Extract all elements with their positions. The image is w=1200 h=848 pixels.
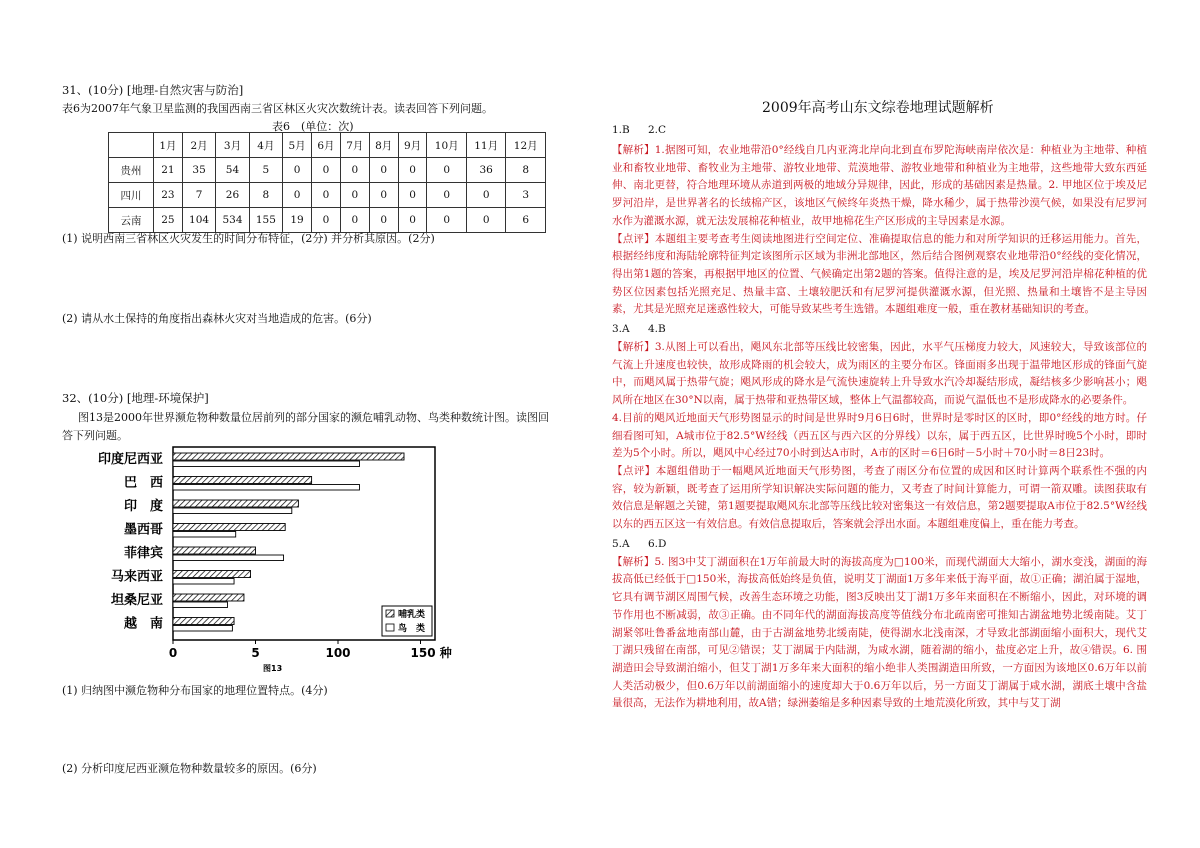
month-header: 9月 bbox=[398, 133, 427, 158]
analysis-q1-2: 【解析】1.据图可知，农业地带沿0°经线自几内亚湾北岸向北到直布罗陀海峡南岸依次是：种植业为主地带、种植业和畜牧业地带、畜牧业为主地带、游牧业地带、荒漠地带、游牧业地带和种植业为主地带，这些地带大致东西延伸、南北更替，符合地理环境从赤道到两极的地域分异规律，因此，形成的基础因素是热量。2. 甲地区位于埃及尼罗河沿岸，是世界著名的长绒棉产区，该地区气候终年炎热干燥，降水稀少，属于热带沙漠气候，如果没有尼罗河水作为灌溉水源，就无法发展棉花种植业，故甲地棉花生产区形成的主导因素是水源。 bbox=[612, 144, 1147, 227]
row-name: 贵州 bbox=[109, 158, 154, 183]
mammal-bar bbox=[173, 524, 285, 531]
analysis-q4: 4.目前的飓风近地面天气形势图显示的时间是世界时9月6日6时，世界时是零时区的区时，即0°经线的地方时。仔细看图可知，A城市位于82.5°W经线（西五区与西六区的分界线）以东，属于西五区，比世界时晚5个小时，即时差为5个小时。所以，飓风中心经过70小时到达A市时，A市的区时＝6日6时－5小时＋70小时＝8日23时。 bbox=[612, 411, 1147, 460]
endangered-species-chart bbox=[70, 445, 490, 675]
bird-bar bbox=[173, 485, 359, 491]
analysis-q3: 【解析】3.从图上可以看出，飓风东北部等压线比较密集，因此，水平气压梯度力较大，风速较大，导致该部位的气流上升速度也较快，故形成降雨的机会较大，成为雨区的主要分布区。锋面雨多出现于温带地区形成的锋面气旋中，而飓风属于热带气旋；飓风形成的降水是气流快速旋转上升导致水汽冷却凝结形成，凝结核多少影响甚小；飓风所在地区在30°N以南，属于热带和亚热带区域，整体上气温都较高，而说气温低也不是形成降水的必要条件。 bbox=[612, 341, 1147, 407]
month-header: 10月 bbox=[427, 133, 466, 158]
table-row: 云南 25 104 534 155 19 0 0 0 0 0 0 6 bbox=[109, 208, 546, 233]
mammal-bar bbox=[173, 453, 404, 460]
answer-5-6: 5.A 6.D bbox=[612, 537, 667, 550]
q32-header: 32、(10分) [地理-环境保护] bbox=[62, 391, 209, 405]
month-header: 5月 bbox=[283, 133, 312, 158]
month-header: 11月 bbox=[466, 133, 505, 158]
legend-swatch-bird bbox=[386, 624, 394, 631]
month-header: 3月 bbox=[216, 133, 249, 158]
legend-label-mammal: 哺乳类 bbox=[398, 610, 426, 620]
analysis-q5-6: 【解析】5. 图3中艾丁湖面积在1万年前最大时的海拔高度为□100米，而现代湖面大大缩小，湖水变浅，湖面的海拔高低已经低于□150米，海拔高低始终是负值，说明艾丁湖面1万多年来低于海平面，故①正确；湖泊属于湿地，它具有调节湖区周围气候，改善生态环境之功能，图3反映出艾丁湖1万多年来面积在不断缩小，因此，对环境的调节作用也不断减弱，故③正确。由不同年代的湖面海拔高度等值线分布北疏南密可推知古湖盆地势北缓南陡。艾丁湖紧邻吐鲁番盆地南部山麓，由于古湖盆地势北缓南陡，使得湖水北浅南深，才导致北部湖面缩小面积大，现代艾丁湖只残留在南部，可见②错误；艾丁湖属于内陆湖，为咸水湖，随着湖的缩小，盐度必定上升，故④错误。6. 围湖造田会导致湖泊缩小，但艾丁湖1万多年来大面积的缩小绝非人类围湖造田所致，一方面因为该地区0.6万年以前人类活动极少，但0.6万年以前湖面缩小的速度却大于0.6万年以后，另一方面艾丁湖属于咸水湖，湖底土壤中含盐量很高，无法作为耕地利用，故A错；绿洲萎缩是多种因素导致的土地荒漠化所致，其中与艾丁湖 bbox=[612, 555, 1147, 710]
table-header-row bbox=[109, 133, 546, 158]
table-row: 四川 23 7 26 8 0 0 0 0 0 0 0 3 bbox=[109, 183, 546, 208]
x-tick-label: 150 种 bbox=[410, 646, 452, 660]
row-name: 云南 bbox=[109, 208, 154, 233]
category-label: 印度尼西亚 bbox=[97, 452, 163, 467]
figure-caption: 图13 bbox=[263, 664, 283, 673]
x-tick-label: 0 bbox=[168, 646, 178, 660]
mammal-bar bbox=[173, 618, 234, 625]
x-tick-label: 100 bbox=[325, 646, 351, 660]
category-label: 菲律宾 bbox=[123, 546, 163, 561]
category-label: 越 南 bbox=[123, 616, 163, 632]
legend-swatch-mammal bbox=[386, 610, 394, 617]
category-label: 墨西哥 bbox=[123, 522, 163, 538]
q32-intro: 图13是2000年世界濒危物种数量位居前列的部分国家的濒危哺乳动物、鸟类种数统计图。读图回 bbox=[78, 411, 549, 424]
table6-caption: 表6 (单位：次) bbox=[272, 120, 354, 133]
month-header: 8月 bbox=[369, 133, 398, 158]
bird-bar bbox=[173, 461, 359, 467]
answer-3-4: 3.A 4.B bbox=[612, 323, 666, 336]
month-header: 2月 bbox=[182, 133, 215, 158]
bird-bar bbox=[173, 626, 232, 632]
answer-1-2: 1.B 2.C bbox=[612, 124, 667, 136]
category-label: 马来西亚 bbox=[110, 569, 163, 585]
month-header: 4月 bbox=[249, 133, 282, 158]
category-label: 巴 西 bbox=[123, 475, 163, 491]
table-row: 贵州 21 35 54 5 0 0 0 0 0 0 36 8 bbox=[109, 158, 546, 183]
mammal-bar bbox=[173, 571, 251, 578]
month-header: 7月 bbox=[340, 133, 369, 158]
comment-q1-2: 【点评】本题组主要考查考生阅读地图进行空间定位、准确提取信息的能力和对所学知识的迁移运用能力。首先，根据经纬度和海陆轮廓特征判定该图所示区域为非洲北部地区，然后结合图例观察农业地带沿0°经线的变化情况，得出第1题的答案，再根据甲地区的位置、气候确定出第2题的答案。值得注意的是，埃及尼罗河沿岸棉花种植的优势区位因素包括光照充足、热量丰富、土壤较肥沃和有尼罗河提供灌溉水源，但光照、热量和土壤皆不是主导因素，尤其是光照充足迷惑性较大，可能导致某些考生选错。本题组难度一般，重在教材基础知识的考查。 bbox=[612, 232, 1147, 316]
page-title: 2009年高考山东文综卷地理试题解析 bbox=[762, 100, 994, 116]
bird-bar bbox=[173, 602, 227, 608]
row-name: 四川 bbox=[109, 183, 154, 208]
month-header: 1月 bbox=[154, 133, 183, 158]
q32-intro-cont: 答下列问题。 bbox=[62, 429, 128, 442]
x-tick-label: 5 bbox=[251, 646, 260, 660]
bird-bar bbox=[173, 555, 284, 561]
bird-bar bbox=[173, 508, 292, 514]
comment-q3-4: 【点评】本题组借助于一幅飓风近地面天气形势图，考查了雨区分布位置的成因和区时计算两个联系性不强的内容，较为新颖，既考查了运用所学知识解决实际问题的能力，又考查了时间计算能力，可谓一箭双雕。读图获取有效信息是解题之关键，第1题要提取飓风东北部等压线比较对密集这一有效信息，第2题要提取A市位于82.5°W经线以东的西五区这一有效信息。有效信息提取后，答案就会浮出水面。本题组难度偏上，重在能力考查。 bbox=[612, 464, 1147, 531]
q31-sub2: (2) 请从水土保持的角度指出森林火灾对当地造成的危害。(6分) bbox=[62, 312, 372, 325]
mammal-bar bbox=[173, 547, 256, 554]
q32-sub1: (1) 归纳图中濒危物种分布国家的地理位置特点。(4分) bbox=[62, 684, 328, 697]
analysis-column bbox=[612, 142, 1147, 710]
q31-header: 31、(10分) [地理-自然灾害与防治] bbox=[62, 83, 244, 97]
mammal-bar bbox=[173, 594, 244, 601]
bird-bar bbox=[173, 532, 236, 538]
month-header: 6月 bbox=[311, 133, 340, 158]
q31-intro: 表6为2007年气象卫星监测的我国西南三省区林区火灾次数统计表。读表回答下列问题。 bbox=[62, 102, 493, 115]
month-header: 12月 bbox=[506, 133, 546, 158]
fire-table bbox=[108, 132, 546, 233]
category-label: 印 度 bbox=[123, 499, 163, 514]
mammal-bar bbox=[173, 500, 298, 507]
mammal-bar bbox=[173, 477, 312, 484]
q31-sub1: (1) 说明西南三省林区火灾发生的时间分布特征，(2分) 并分析其原因。(2分) bbox=[62, 232, 435, 245]
legend bbox=[382, 606, 432, 636]
bird-bar bbox=[173, 579, 234, 585]
q32-sub2: (2) 分析印度尼西亚濒危物种数量较多的原因。(6分) bbox=[62, 762, 317, 775]
legend-label-bird: 鸟 类 bbox=[398, 624, 426, 634]
category-label: 坦桑尼亚 bbox=[110, 593, 163, 608]
